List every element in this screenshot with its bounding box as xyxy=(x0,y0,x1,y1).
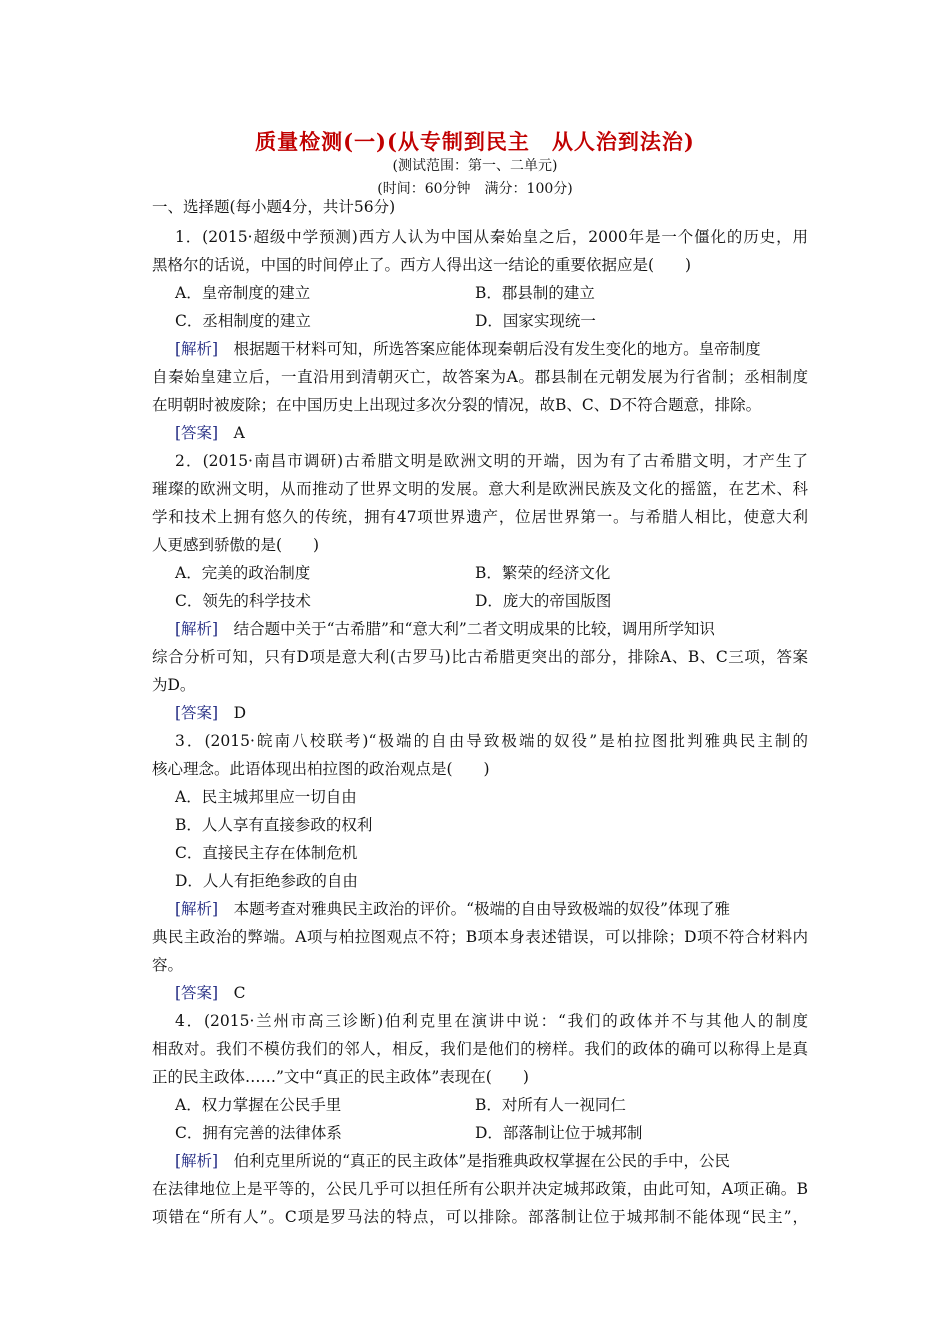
q4-stem-line: 正的民主政体……”文中“真正的民主政体”表现在( ) xyxy=(152,1068,529,1086)
q1-analysis-line: 在明朝时被废除；在中国历史上出现过多次分裂的情况，故B、C、D不符合题意，排除。 xyxy=(152,396,762,414)
q2-answer-line xyxy=(175,703,246,723)
answer-tag: [答案] xyxy=(175,984,219,1002)
q2-option-a: A．完美的政治制度 xyxy=(175,564,311,582)
q1-stem-line: 黑格尔的话说，中国的时间停止了。西方人得出这一结论的重要依据应是( ) xyxy=(152,256,692,274)
q3-answer-line xyxy=(175,983,246,1003)
q1-analysis-line: [解析] 根据题干材料可知，所选答案应能体现秦朝后没有发生变化的地方。皇帝制度 xyxy=(175,340,761,358)
analysis-tag: [解析] xyxy=(175,340,219,358)
q2-stem-line: 学和技术上拥有悠久的传统，拥有47项世界遗产，位居世界第一。与希腊人相比，使意大利 xyxy=(152,508,808,526)
q1-option-d: D．国家实现统一 xyxy=(475,312,596,330)
q4-option-b: B．对所有人一视同仁 xyxy=(475,1096,626,1114)
q2-option-c: C．领先的科学技术 xyxy=(175,592,311,610)
q1-answer-line xyxy=(175,423,245,443)
q4-option-d: D．部落制让位于城邦制 xyxy=(475,1124,643,1142)
q4-option-a: A．权力掌握在公民手里 xyxy=(175,1096,342,1114)
analysis-tag: [解析] xyxy=(175,1152,219,1170)
q3-stem-line: 核心理念。此语体现出柏拉图的政治观点是( ) xyxy=(152,760,490,778)
q1-option-b: B．郡县制的建立 xyxy=(475,284,595,302)
q4-stem-line: 4．(2015·兰州市高三诊断)伯利克里在演讲中说：“我们的政体并不与其他人的制度 xyxy=(175,1012,808,1030)
q2-option-b: B．繁荣的经济文化 xyxy=(475,564,611,582)
q4-stem-line: 相敌对。我们不模仿我们的邻人，相反，我们是他们的榜样。我们的政体的确可以称得上是真 xyxy=(152,1040,808,1058)
analysis-tag: [解析] xyxy=(175,620,219,638)
q3-stem-line: 3．(2015·皖南八校联考)“极端的自由导致极端的奴役”是柏拉图批判雅典民主制的 xyxy=(175,732,808,750)
q3-analysis-line: 典民主政治的弊端。A项与柏拉图观点不符；B项本身表述错误，可以排除；D项不符合材料内 xyxy=(152,928,808,946)
q2-stem-line: 璀璨的欧洲文明，从而推动了世界文明的发展。意大利是欧洲民族及文化的摇篮，在艺术、科 xyxy=(152,480,808,498)
q4-analysis-line: 项错在“所有人”。C项是罗马法的特点，可以排除。部落制让位于城邦制不能体现“民主”， xyxy=(152,1208,808,1226)
q1-analysis-line: 自秦始皇建立后，一直沿用到清朝灭亡，故答案为A。郡县制在元朝发展为行省制；丞相制度 xyxy=(152,368,808,386)
q3-answer: C xyxy=(233,984,246,1002)
q2-stem-line: 人更感到骄傲的是( ) xyxy=(152,536,320,554)
q1-stem-line: 1．(2015·超级中学预测)西方人认为中国从秦始皇之后，2000年是一个僵化的历史，用 xyxy=(175,228,808,246)
answer-tag: [答案] xyxy=(175,704,219,722)
q2-answer: D xyxy=(233,704,247,722)
test-time: (时间：60分钟 满分：100分) xyxy=(377,181,573,197)
q3-option-b: B．人人享有直接参政的权利 xyxy=(175,816,373,834)
q3-analysis-line: 容。 xyxy=(152,956,184,974)
q2-analysis-line: 综合分析可知，只有D项是意大利(古罗马)比古希腊更突出的部分，排除A、B、C三项，答案 xyxy=(152,648,808,666)
q4-analysis-line: 在法律地位上是平等的，公民几乎可以担任所有公职并决定城邦政策，由此可知，A项正确。B xyxy=(152,1180,808,1198)
q3-analysis-line: [解析] 本题考查对雅典民主政治的评价。“极端的自由导致极端的奴役”体现了雅 xyxy=(175,900,730,918)
test-scope: (测试范围：第一、二单元) xyxy=(392,158,558,174)
q4-option-c: C．拥有完善的法律体系 xyxy=(175,1124,342,1142)
q2-analysis-line: 为D。 xyxy=(152,676,196,694)
q3-option-a: A．民主城邦里应一切自由 xyxy=(175,788,357,806)
q2-stem-line: 2．(2015·南昌市调研)古希腊文明是欧洲文明的开端，因为有了古希腊文明，才产生了 xyxy=(175,452,808,470)
page-title: 质量检测(一)(从专制到民主 从人治到法治) xyxy=(255,129,695,154)
q1-option-c: C．丞相制度的建立 xyxy=(175,312,311,330)
q2-analysis-line: [解析] 结合题中关于“古希腊”和“意大利”二者文明成果的比较，调用所学知识 xyxy=(175,620,715,638)
answer-tag: [答案] xyxy=(175,424,219,442)
q1-answer: A xyxy=(233,424,245,442)
q2-option-d: D．庞大的帝国版图 xyxy=(475,592,612,610)
section-heading: 一、选择题(每小题4分，共计56分) xyxy=(152,198,396,216)
q3-option-d: D．人人有拒绝参政的自由 xyxy=(175,872,358,890)
q4-analysis-line: [解析] 伯利克里所说的“真正的民主政体”是指雅典政权掌握在公民的手中，公民 xyxy=(175,1152,730,1170)
analysis-tag: [解析] xyxy=(175,900,219,918)
q1-option-a: A．皇帝制度的建立 xyxy=(175,284,311,302)
q3-option-c: C．直接民主存在体制危机 xyxy=(175,844,358,862)
